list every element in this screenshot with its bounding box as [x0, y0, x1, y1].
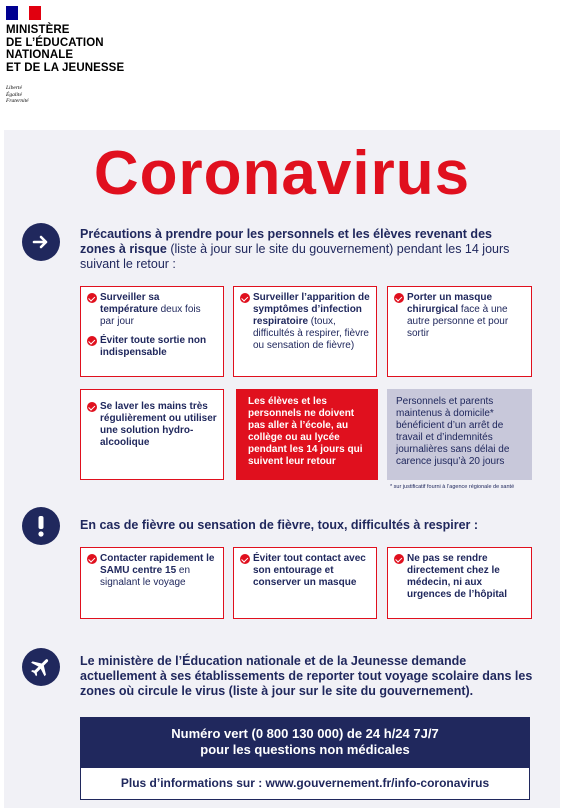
more-info-link[interactable]: Plus d’informations sur : www.gouvernement.fr/info-coronavirus	[80, 767, 530, 800]
list-item	[87, 292, 217, 328]
list-item	[394, 553, 525, 601]
item-bold: Éviter toute sortie non indispensable	[100, 335, 207, 358]
check-icon	[87, 336, 97, 346]
check-icon	[87, 293, 97, 303]
fever-box-no-doctor	[387, 547, 532, 619]
motto-line: Fraternité	[6, 98, 29, 104]
precaution-box-symptoms	[233, 286, 377, 377]
check-icon	[394, 293, 404, 303]
check-icon	[87, 402, 97, 412]
check-icon	[87, 554, 97, 564]
precaution-box-mask	[387, 286, 532, 377]
ministry-line: ET DE LA JEUNESSE	[6, 61, 125, 74]
fever-box-samu	[80, 547, 224, 619]
precaution-box-temperature	[80, 286, 224, 377]
ministry-name	[6, 24, 124, 74]
ministry-line: DE L’ÉDUCATION	[6, 36, 104, 49]
list-item	[240, 292, 370, 352]
motto-line: Liberté	[6, 85, 22, 91]
item-bold: Se laver les mains très régulièrement ou utiliser une solution hydro-alcoolique	[100, 401, 217, 448]
item-rest: deux fois par jour	[100, 304, 201, 327]
list-item	[240, 553, 370, 589]
check-icon	[240, 293, 250, 303]
hotline-banner	[80, 717, 530, 767]
page-title: Coronavirus	[93, 139, 471, 208]
intro-bold: Précautions à prendre pour les personnels et les élèves revenant des zones à risque	[80, 227, 492, 256]
intro-rest: (liste à jour sur le site du gouvernement) pendant les 14 jours suivant le retour :	[80, 242, 510, 271]
republic-motto	[6, 85, 29, 105]
item-rest: (toux, difficultés à respirer, fièvre ou sensation de fièvre)	[253, 316, 369, 351]
footnote: * sur justificatif fourni à l’agence régionale de santé	[390, 484, 515, 490]
list-item	[87, 335, 217, 359]
item-bold: Contacter rapidement le SAMU centre 15	[100, 553, 215, 576]
check-icon	[394, 554, 404, 564]
list-item	[87, 553, 217, 589]
precaution-box-handwash	[80, 389, 224, 480]
ministry-line: NATIONALE	[6, 49, 74, 61]
item-rest: face à une autre personne et pour sortir	[407, 304, 509, 339]
sick-leave-info: Personnels et parents maintenus à domicile* bénéficient d’un arrêt de travail et d’indemnités journalières sans délai de carence jusqu’à 20 jours	[387, 389, 532, 480]
item-bold: Éviter tout contact avec son entourage et conserver un masque	[253, 553, 366, 588]
ministry-line: MINISTÈRE	[6, 24, 70, 36]
item-rest: en signalant le voyage	[100, 565, 191, 588]
school-trip-notice: Le ministère de l’Éducation nationale et de la Jeunesse demande actuellement à ses établissements de reporter tout voyage scolaire dans les zones où circule le virus (liste à jour sur le site du gouvernement).	[80, 654, 533, 698]
hotline-scope: pour les questions non médicales	[200, 742, 410, 757]
airplane-icon	[22, 648, 60, 686]
list-item	[394, 292, 525, 340]
no-school-warning: Les élèves et les personnels ne doivent pas aller à l’école, au collège ou au lycée pendant les 14 jours qui suivent leur retour	[236, 389, 378, 480]
item-bold: Porter un masque chirurgical	[407, 292, 493, 315]
exclamation-icon	[22, 507, 60, 545]
arrow-right-icon	[22, 223, 60, 261]
check-icon	[240, 554, 250, 564]
list-item	[87, 401, 217, 449]
french-flag-logo	[6, 6, 41, 20]
fever-box-avoid-contact	[233, 547, 377, 619]
fever-heading: En cas de fièvre ou sensation de fièvre, toux, difficultés à respirer :	[80, 518, 479, 532]
precautions-intro	[80, 227, 520, 272]
item-bold: Surveiller l’apparition de symptômes d’infection respiratoire	[253, 292, 370, 327]
item-bold: Surveiller sa température	[100, 292, 160, 315]
item-bold: Ne pas se rendre directement chez le médecin, ni aux urgences de l’hôpital	[407, 553, 508, 600]
hotline-number: Numéro vert (0 800 130 000) de 24 h/24 7J/7	[171, 726, 439, 741]
header	[0, 0, 564, 130]
motto-line: Égalité	[6, 91, 22, 98]
